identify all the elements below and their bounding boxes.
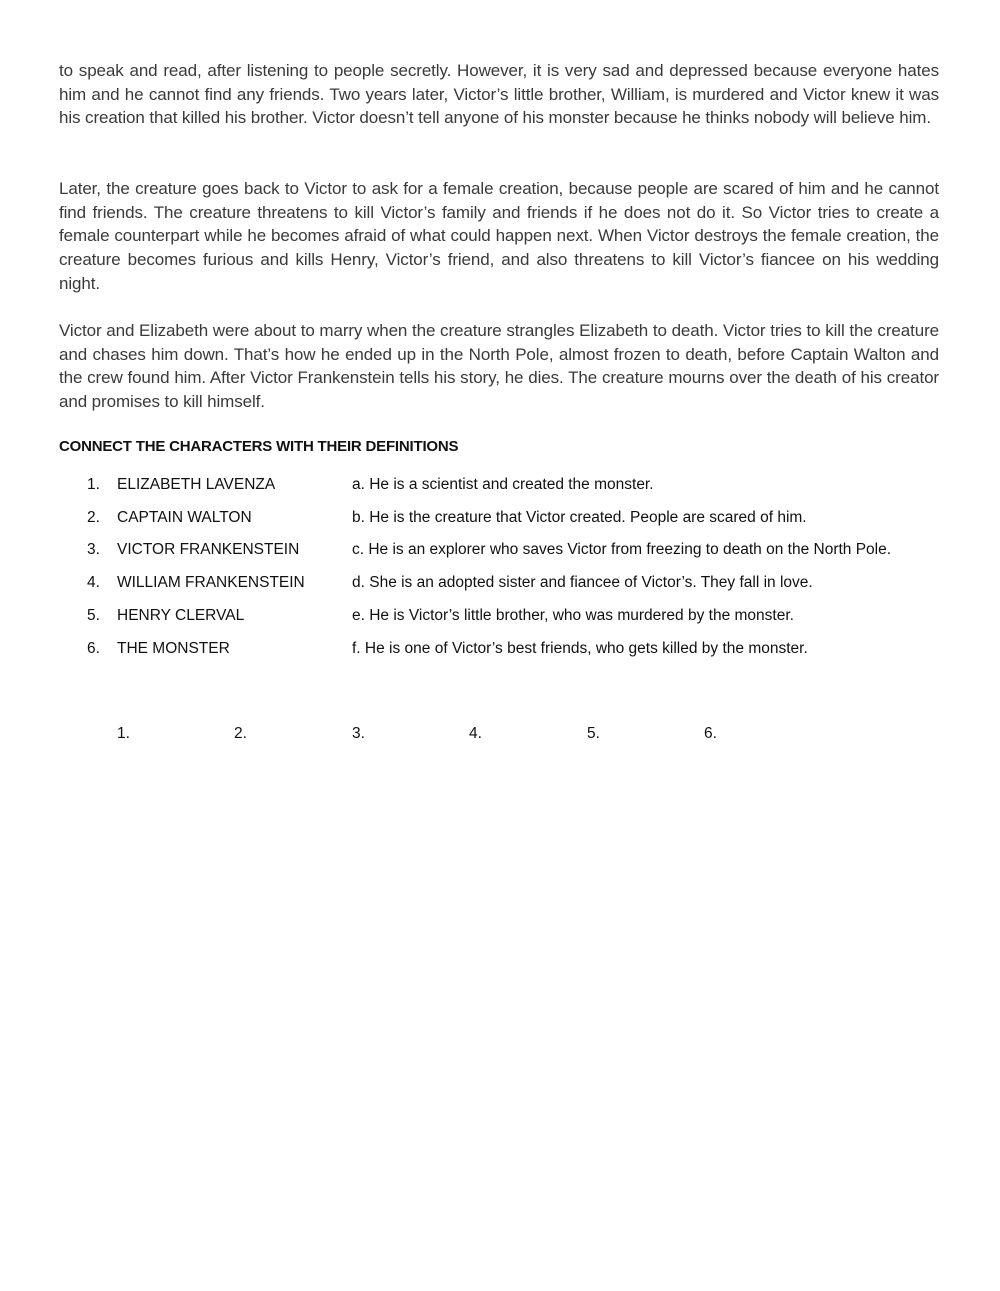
matching-row-4 (0, 574, 1000, 596)
answer-slot-6[interactable]: 6. (704, 725, 717, 742)
character-name-victor: VICTOR FRANKENSTEIN (117, 541, 300, 558)
story-paragraph-2: Later, the creature goes back to Victor to ask for a female creation, because people are scared of him and he cannot find friends. The creature threatens to kill Victor’s family and friends if he does not do it. So Victor tries to create a female counterpart while he becomes afraid of what could happen next. When Victor destroys the female creation, the creature becomes furious and kills Henry, Victor’s friend, and also threatens to kill Victor’s fiancee on his wedding night. (59, 179, 939, 293)
row-number: 2. (87, 509, 100, 526)
definition-a: a. He is a scientist and created the monster. (352, 476, 654, 493)
character-name-elizabeth: ELIZABETH LAVENZA (117, 476, 276, 493)
definition-e: e. He is Victor’s little brother, who was murdered by the monster. (352, 607, 794, 624)
exercise-heading: CONNECT THE CHARACTERS WITH THEIR DEFINITIONS (59, 438, 459, 455)
row-number: 4. (87, 574, 100, 591)
row-number: 6. (87, 640, 100, 657)
story-paragraph-3: Victor and Elizabeth were about to marry when the creature strangles Elizabeth to death. Victor tries to kill the creature and chases him down. That’s how he ended up in the North Pole, almost frozen to death, before Captain Walton and the crew found him. After Victor Frankenstein tells his story, he dies. The creature mourns over the death of his creator and promises to kill himself. (59, 321, 939, 412)
matching-row-3 (0, 541, 1000, 563)
answer-slot-5[interactable]: 5. (587, 725, 600, 742)
matching-row-2 (0, 509, 1000, 531)
definition-b: b. He is the creature that Victor created. People are scared of him. (352, 509, 807, 526)
definition-d: d. She is an adopted sister and fiancee of Victor’s. They fall in love. (352, 574, 813, 591)
story-paragraph-1: to speak and read, after listening to people secretly. However, it is very sad and depressed because everyone hates him and he cannot find any friends. Two years later, Victor’s little brother, William, is murdered and Victor knew it was his creation that killed his brother. Victor doesn’t tell anyone of his monster because he thinks nobody will believe him. (59, 61, 939, 128)
matching-row-5 (0, 607, 1000, 629)
definition-f: f. He is one of Victor’s best friends, who gets killed by the monster. (352, 640, 808, 657)
matching-row-1 (0, 476, 1000, 498)
character-name-henry: HENRY CLERVAL (117, 607, 245, 624)
row-number: 1. (87, 476, 100, 493)
definition-c: c. He is an explorer who saves Victor from freezing to death on the North Pole. (352, 541, 892, 558)
matching-row-6 (0, 640, 1000, 662)
character-name-monster: THE MONSTER (117, 640, 230, 657)
character-name-walton: CAPTAIN WALTON (117, 509, 252, 526)
answer-slot-1[interactable]: 1. (117, 725, 130, 742)
row-number: 5. (87, 607, 100, 624)
answer-slot-4[interactable]: 4. (469, 725, 482, 742)
row-number: 3. (87, 541, 100, 558)
answer-slot-3[interactable]: 3. (352, 725, 365, 742)
answer-slot-2[interactable]: 2. (234, 725, 247, 742)
character-name-william: WILLIAM FRANKENSTEIN (117, 574, 305, 591)
